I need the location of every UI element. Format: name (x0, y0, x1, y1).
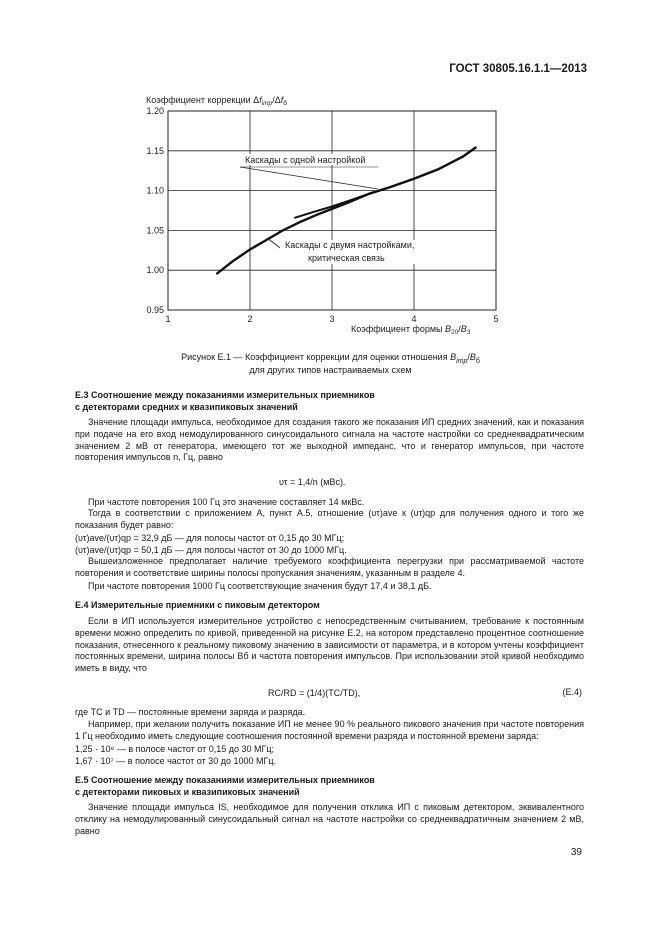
e3-list-item-2: (υτ)ave/(υτ)qp = 50,1 дБ — для полосы частот от 30 до 1000 МГц. (75, 545, 347, 555)
annotation-double-tuned-2: критическая связь (308, 253, 385, 263)
x-tick-labels (165, 314, 498, 324)
x-tick-label: 1 (165, 314, 171, 324)
e3-paragraph-3: Тогда в соответствии с приложением А, пункт А.5, отношение (υτ)ave к (υτ)qp для получения одного и того же показания будет равно: (75, 508, 584, 530)
e4-list-item-2: 1,67 · 10⁷ — в полосе частот от 30 до 1000 МГц. (75, 756, 277, 766)
e3-equation: υτ = 1,4/n (мВс). (279, 477, 346, 487)
chart-grid (168, 111, 496, 310)
document-header: ГОСТ 30805.16.1.1—2013 (449, 63, 587, 75)
e3-paragraph-4: Вышеизложенное предполагает наличие требуемого коэффициента перегрузки при рассматриваемой частоте повторения и соответствие ширины полосы пропускания значениям, указанным в разделе 4. (75, 556, 584, 578)
section-e4-title: Е.4 Измерительные приемники с пиковым детектором (75, 600, 320, 610)
y-tick-label: 1.10 (146, 185, 164, 196)
correction-chart (0, 0, 661, 340)
e4-paragraph-2: Например, при желании получить показание ИП не менее 90 % реального пикового значения при частоте повторения 1 Гц необходимо иметь следующие соотношения постоянной времени разряда и постоянной времени заряда: (75, 719, 584, 741)
y-axis-label: Коэффициент коррекции $\Delta f_{imp}/\Delta f_б$ (146, 95, 287, 107)
x-tick-label: 3 (329, 314, 335, 324)
e3-paragraph-2: При частоте повторения 100 Гц это значение составляет 14 мкВс. (88, 497, 365, 507)
figure-caption: Рисунок Е.1 — Коэффициент коррекции для оценки отношения $B_{imp}/B_б$ (181, 352, 480, 365)
e3-list-item-1: (υτ)ave/(υτ)qp = 32,9 дБ — для полосы частот от 0,15 до 30 МГц; (75, 533, 345, 543)
section-e5-title-2: с детекторами пиковых и квазипиковых значений (75, 787, 300, 797)
section-e3-title-2: с детекторами средних и квазипиковых значений (75, 402, 298, 412)
e4-paragraph-1: Если в ИП используется измерительное устройство с непосредственным считыванием, требование к постоянным времени можно определить по кривой, приведенной на рисунке Е.2, на котором представлено процентное соотношение показания, отнесенного к реальному пиковому значению в зависимости от параметра, и в котором учтены коэффициент постоянных времени, ширина полосы Bб и частота повторения импульсов. При использовании этой кривой необходимо иметь в виду, что (75, 616, 584, 674)
y-tick-label: 1.05 (146, 225, 164, 236)
annotation-double-tuned-1: Каскады с двумя настройками, (285, 240, 415, 250)
x-axis-label: Коэффициент формы $B_{20}/B_3$ (351, 324, 471, 336)
e4-where: где TC и TD — постоянные времени заряда и разряда. (75, 707, 306, 717)
y-tick-label: 1.20 (146, 106, 164, 116)
y-tick-label: 1.00 (146, 265, 164, 276)
e4-equation: RC/RD = (1/4)(TC/TD), (268, 688, 361, 698)
e3-paragraph-5: При частоте повторения 1000 Гц соответствующие значения будут 17,4 и 38,1 дБ. (88, 581, 432, 591)
page-number: 39 (570, 847, 582, 858)
x-tick-label: 4 (411, 314, 417, 324)
x-tick-label: 2 (247, 314, 253, 324)
annotation-leader-single (240, 167, 378, 189)
section-e3-title-1: Е.3 Соотношение между показаниями измерительных приемников (75, 390, 375, 400)
figure-caption-line2: для других типов настраиваемых схем (249, 365, 412, 375)
x-tick-label: 5 (493, 314, 499, 324)
y-tick-labels (146, 106, 164, 315)
y-tick-label: 1.15 (146, 145, 164, 156)
annotation-single-tuned: Каскады с одной настройкой (245, 155, 366, 165)
e4-equation-number: (Е.4) (562, 687, 582, 697)
e3-paragraph-1: Значение площади импульса, необходимое для создания такого же показания ИП средних значений, как и показания при подаче на его вход немодулированного синусоидального сигнала на частоте настройки со среднеквадратическим значением 2 мВ от генератора, имеющего тот же выходной импеданс, что и генератор импульсов, при частоте повторения импульсов n, Гц, равно (75, 417, 584, 463)
e5-paragraph-1: Значение площади импульса IS, необходимое для получения отклика ИП с пиковым детектором, эквивалентного отклику на немодулированный синусоидальный сигнал на частоте настройки со среднеквадратичным значением 2 мВ, равно (75, 802, 584, 836)
y-tick-label: 0.95 (146, 305, 164, 315)
section-e5-title-1: Е.5 Соотношение между показаниями измерительных приемников (75, 775, 375, 785)
e4-list-item-1: 1,25 · 10⁸ — в полосе частот от 0,15 до 30 МГц; (75, 744, 275, 754)
